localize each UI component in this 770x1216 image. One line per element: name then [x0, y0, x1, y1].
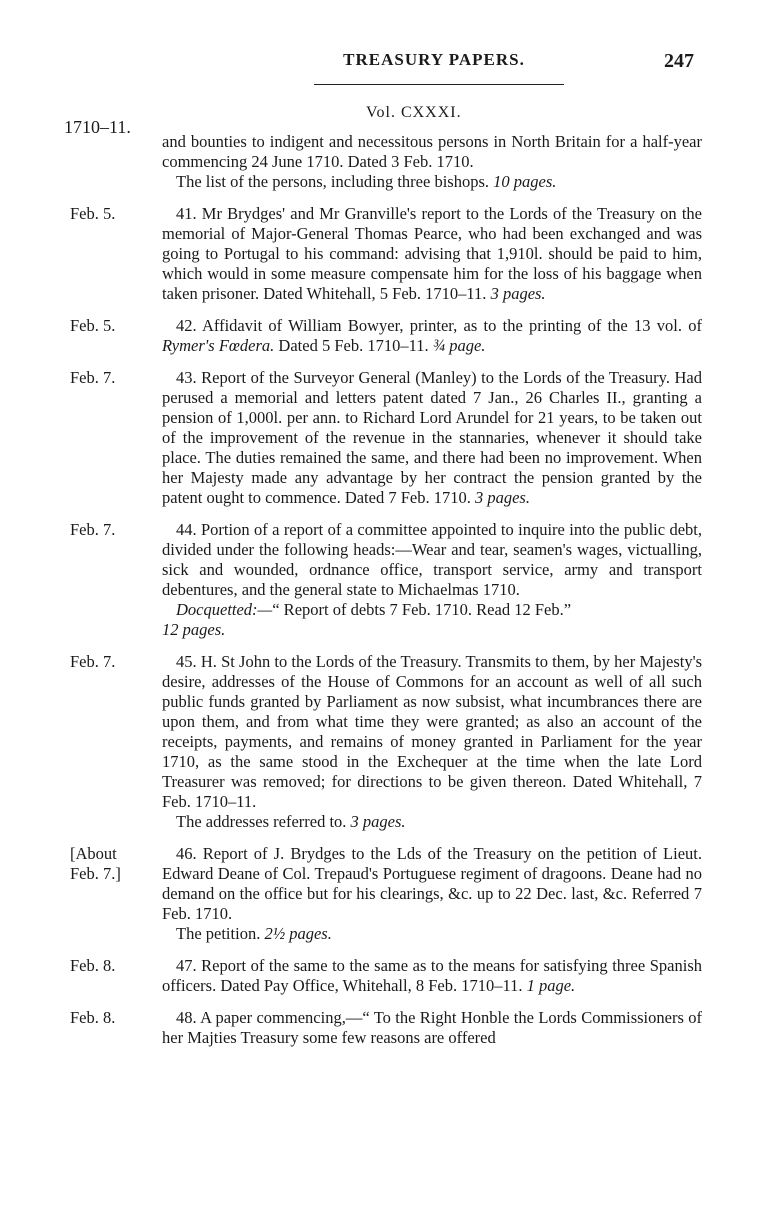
entry-text [162, 520, 702, 600]
docquet-text: “ Report of debts 7 Feb. 1710. Read 12 Feb.” [272, 600, 572, 619]
note-text: The petition. [176, 924, 261, 943]
page-count: 2½ pages. [264, 924, 332, 943]
entry-body: 48. A paper commencing,—“ To the Right Honble the Lords Commissioners of her Majties Treasury some few reasons are offered [162, 1008, 702, 1047]
running-title: TREASURY PAPERS. [343, 50, 525, 69]
entry-44 [62, 520, 702, 640]
work-title: Rymer's Fœdera. [162, 336, 275, 355]
entry-date: Feb. 8. [70, 956, 116, 975]
page-count-line [162, 620, 702, 640]
entry-note [162, 812, 702, 832]
page-count: 3 pages. [350, 812, 406, 831]
entry-48 [62, 1008, 702, 1048]
entry-body: 44. Portion of a report of a committee appointed to inquire into the public debt, divided under the following heads:—Wear and tear, seamen's wages, victualling, sick and wounded, ordnance office, transport service, army and transport debentures, and the general state to Michaelmas 1710. [162, 520, 702, 599]
note-text: The list of the persons, including three bishops. [176, 172, 489, 191]
page-count: 3 pages. [474, 488, 530, 507]
entry-note [162, 172, 702, 192]
entry-45 [62, 652, 702, 832]
volume-title: Vol. CXXXI. [366, 104, 462, 121]
page-count: 3 pages. [490, 284, 546, 303]
docquet-line [162, 600, 702, 620]
entry-43 [62, 368, 702, 508]
entry-41 [62, 204, 702, 304]
entry-text [162, 956, 702, 996]
entry-body: 41. Mr Brydges' and Mr Granville's report to the Lords of the Treasury on the memorial of Major-General Thomas Pearce, who had been exchanged and was going to Portugal to his command: advising that 1,910l. should be paid to him, which would in some measure compensate him for the loss of his baggage when taken prisoner. Dated Whitehall, 5 Feb. 1710–11. [162, 204, 702, 303]
entry-date: [About Feb. 7.] [70, 844, 121, 883]
docquet-label: Docquetted:— [176, 600, 273, 619]
body-text [62, 132, 702, 1060]
entry-body: 45. H. St John to the Lords of the Treasury. Transmits to them, by her Majesty's desire, addresses of the House of Commons for an account as well of all such public funds granted by Parliament as now subsist, what incumbrances there are upon them, and from what time they were granted; as also an account of the receipts, payments, and remains of money granted in Parliament for the year 1710, as the same stood in the Exchequer at the time when the late Lord Treasurer was removed; for directions to be given thereon. Dated Whitehall, 7 Feb. 1710–11. [162, 652, 702, 811]
entry-date: Feb. 7. [70, 368, 116, 387]
entry-date: Feb. 8. [70, 1008, 116, 1027]
page-count: ¾ page. [432, 336, 486, 355]
entry-date: Feb. 7. [70, 652, 116, 671]
entry-date-text: Dated 5 Feb. 1710–11. [278, 336, 429, 355]
running-head [0, 50, 770, 76]
entry-date: Feb. 5. [70, 204, 116, 223]
page-count: 1 page. [526, 976, 576, 995]
entry-text [162, 204, 702, 304]
entry-body: 43. Report of the Surveyor General (Manley) to the Lords of the Treasury. Had perused a memorial and letters patent dated 7 Jan., 26 Charles II., granting a pension of 1,000l. per ann. to Richard Lord Arundel for 21 years, to be taken out of the improvement of the revenue in the stannaries, whenever it should take place. The duties remained the same, and there had been no improvement. When her Majesty made any advantage by her contract the pension granted by the patent ought to commence. Dated 7 Feb. 1710. [162, 368, 702, 507]
entry-text [162, 368, 702, 508]
entry-text [162, 844, 702, 924]
note-text: The addresses referred to. [176, 812, 347, 831]
entry-note [162, 924, 702, 944]
page-number: 247 [664, 50, 694, 72]
entry-text [162, 316, 702, 356]
entry-body: 47. Report of the same to the same as to the means for satisfying three Spanish officers. Dated Pay Office, Whitehall, 8 Feb. 1710–11. [162, 956, 702, 995]
entry-body: 42. Affidavit of William Bowyer, printer, as to the printing of the 13 vol. of [176, 316, 702, 335]
entry-date: Feb. 5. [70, 316, 116, 335]
year-label: 1710–11. [64, 117, 131, 137]
entry-continued [62, 132, 702, 192]
page-count: 12 pages. [162, 620, 226, 639]
header-rule [314, 84, 564, 85]
entry-body: and bounties to indigent and necessitous persons in North Britain for a half-year commencing 24 June 1710. Dated 3 Feb. 1710. [162, 132, 702, 171]
page-count: 10 pages. [493, 172, 557, 191]
entry-text [162, 132, 702, 172]
entry-text [162, 652, 702, 812]
entry-date: Feb. 7. [70, 520, 116, 539]
entry-text [162, 1008, 702, 1048]
entry-46 [62, 844, 702, 944]
entry-body: 46. Report of J. Brydges to the Lds of the Treasury on the petition of Lieut. Edward Deane of Col. Trepaud's Portuguese regiment of dragoons. Deane had no demand on the office but for his clearings, &c. up to 22 Dec. last, &c. Referred 7 Feb. 1710. [162, 844, 702, 923]
entry-47 [62, 956, 702, 996]
entry-42 [62, 316, 702, 356]
